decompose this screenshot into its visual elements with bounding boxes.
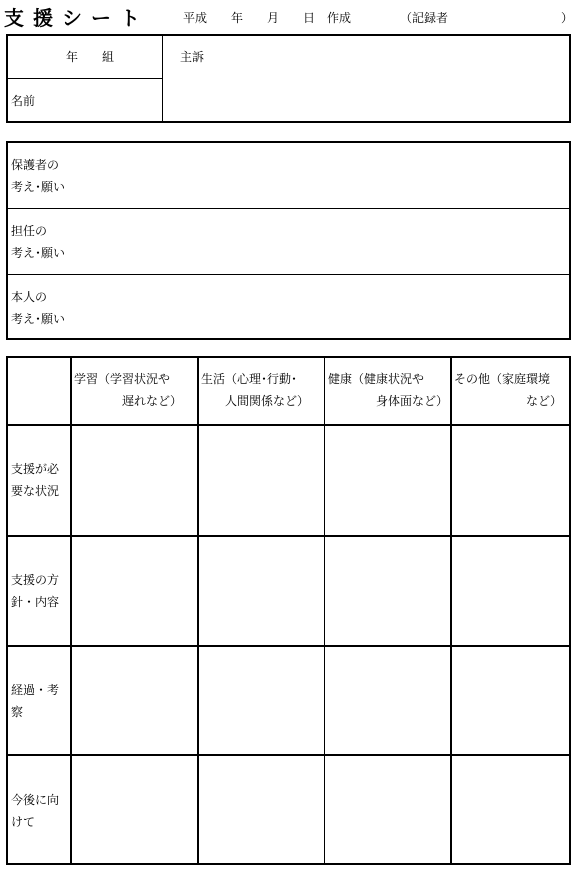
column-header-health: 健康（健康状況や 身体面など） — [328, 372, 449, 408]
parent-wishes-label: 保護者の 考え･願い — [11, 158, 66, 194]
recorder-label: （記録者 — [400, 11, 449, 25]
teacher-wishes-label: 担任の 考え･願い — [11, 224, 66, 260]
page-title: 支援シート — [4, 6, 149, 30]
student-box-divider — [162, 36, 163, 121]
table-col-divider — [197, 358, 199, 863]
column-header-life: 生活（心理･行動･ 人間関係など） — [201, 372, 310, 408]
row-header-future: 今後に向 けて — [11, 793, 60, 829]
student-wishes-label: 本人の 考え･願い — [11, 290, 66, 326]
row-header-progress: 経過・考 察 — [11, 683, 60, 719]
table-row-divider — [8, 754, 569, 756]
creation-date-label: 平成 年 月 日 作成 — [183, 11, 352, 25]
complaint-label: 主訴 — [180, 50, 205, 64]
grade-class-label: 年 組 — [66, 50, 115, 64]
student-box-row-divider — [8, 78, 162, 79]
table-col-divider — [70, 358, 72, 863]
row-header-needs: 支援が必 要な状況 — [11, 462, 60, 498]
column-header-learning: 学習（学習状況や 遅れなど） — [74, 372, 183, 408]
name-label: 名前 — [11, 94, 36, 108]
table-row-divider — [8, 424, 569, 426]
row-header-policy: 支援の方 針・内容 — [11, 573, 60, 609]
table-col-divider — [324, 358, 325, 863]
column-header-other: その他（家庭環境 など） — [454, 372, 563, 408]
table-row-divider — [8, 645, 569, 647]
wishes-box — [6, 141, 571, 340]
recorder-close: ） — [561, 11, 574, 25]
student-info-box — [6, 34, 571, 123]
support-table — [6, 356, 571, 865]
table-row-divider — [8, 535, 569, 537]
wishes-divider — [8, 208, 569, 209]
table-col-divider — [450, 358, 452, 863]
wishes-divider — [8, 274, 569, 275]
